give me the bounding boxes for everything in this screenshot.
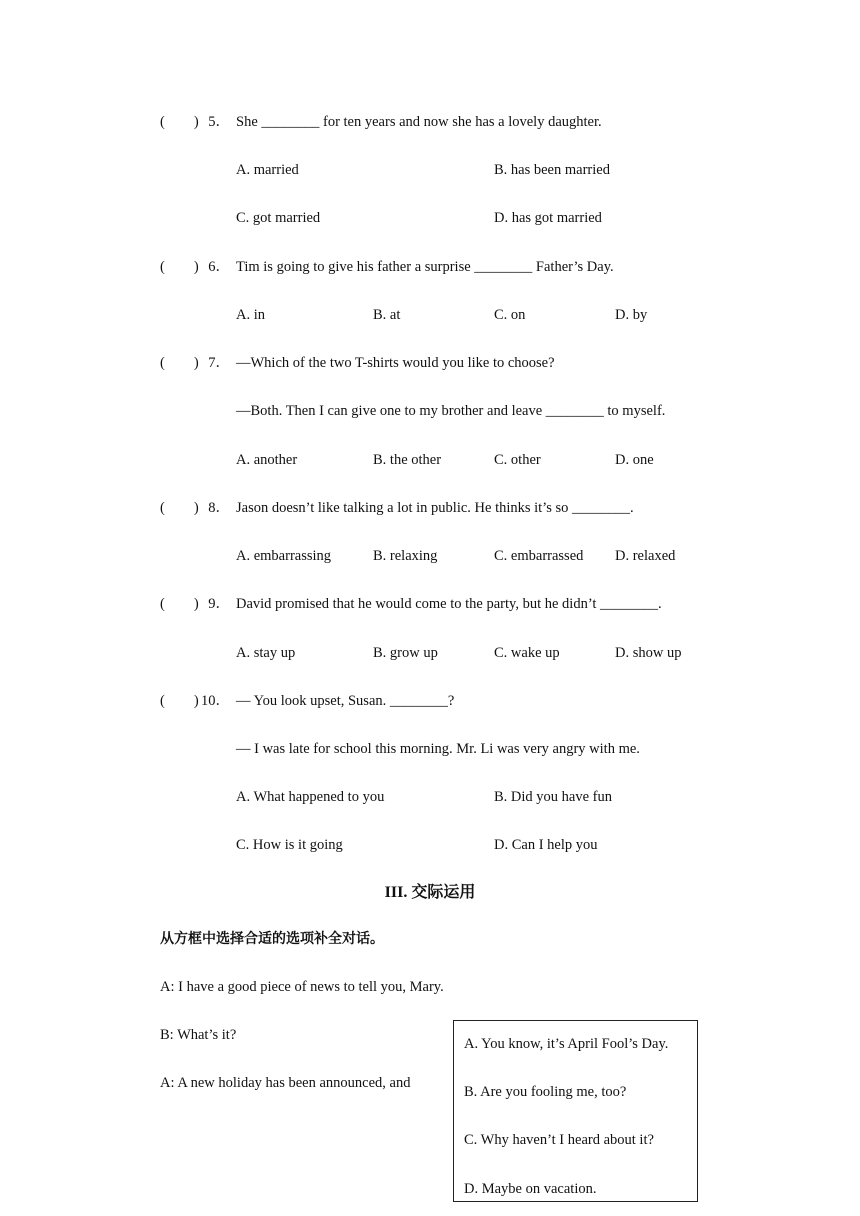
question-number: 6．	[208, 259, 230, 275]
option-a[interactable]: A. What happened to you	[236, 789, 385, 805]
answer-blank[interactable]: ( )	[160, 500, 199, 516]
option-a[interactable]: A. embarrassing	[236, 548, 332, 564]
box-option-b[interactable]: B. Are you fooling me, too?	[464, 1084, 627, 1100]
dialogue-line: B: What’s it?	[160, 1027, 237, 1043]
answer-blank[interactable]: ( )	[160, 355, 199, 371]
option-c[interactable]: C. wake up	[494, 645, 560, 661]
option-d[interactable]: D. by	[615, 307, 648, 323]
option-c[interactable]: C. How is it going	[236, 837, 343, 853]
question-number: 10．	[201, 693, 230, 709]
option-c[interactable]: C. other	[494, 452, 541, 468]
section-instruction: 从方框中选择合适的选项补全对话。	[160, 931, 384, 947]
option-b[interactable]: B. the other	[373, 452, 442, 468]
option-d[interactable]: D. Can I help you	[494, 837, 598, 853]
box-option-a[interactable]: A. You know, it’s April Fool’s Day.	[464, 1036, 669, 1052]
question-stem: Jason doesn’t like talking a lot in public. He thinks it’s so ________.	[236, 500, 634, 516]
option-b[interactable]: B. grow up	[373, 645, 438, 661]
answer-blank[interactable]: ( )	[160, 259, 199, 275]
question-stem: David promised that he would come to the party, but he didn’t ________.	[236, 596, 662, 612]
question-number: 8．	[208, 500, 230, 516]
question-number: 7．	[208, 355, 230, 371]
option-d[interactable]: D. relaxed	[615, 548, 676, 564]
option-d[interactable]: D. has got married	[494, 210, 602, 226]
option-b[interactable]: B. at	[373, 307, 401, 323]
dialogue-line: A: I have a good piece of news to tell you, Mary.	[160, 979, 444, 995]
option-a[interactable]: A. married	[236, 162, 299, 178]
answer-blank[interactable]: ( )	[160, 596, 199, 612]
option-a[interactable]: A. stay up	[236, 645, 296, 661]
option-a[interactable]: A. in	[236, 307, 265, 323]
question-stem-reply: — I was late for school this morning. Mr. Li was very angry with me.	[236, 741, 640, 757]
option-c[interactable]: C. embarrassed	[494, 548, 584, 564]
answer-blank[interactable]: ( )	[160, 114, 199, 130]
question-stem-reply: —Both. Then I can give one to my brother and leave ________ to myself.	[236, 403, 666, 419]
question-stem: — You look upset, Susan. ________?	[236, 693, 455, 709]
section-heading: III. 交际运用	[384, 884, 476, 901]
option-b[interactable]: B. Did you have fun	[494, 789, 612, 805]
option-a[interactable]: A. another	[236, 452, 298, 468]
option-b[interactable]: B. has been married	[494, 162, 610, 178]
question-number: 9．	[208, 596, 230, 612]
option-c[interactable]: C. on	[494, 307, 526, 323]
option-c[interactable]: C. got married	[236, 210, 321, 226]
question-number: 5．	[208, 114, 230, 130]
dialogue-line: A: A new holiday has been announced, and	[160, 1075, 411, 1091]
answer-blank[interactable]: ( )	[160, 693, 199, 709]
box-option-c[interactable]: C. Why haven’t I heard about it?	[464, 1132, 654, 1148]
option-b[interactable]: B. relaxing	[373, 548, 438, 564]
box-option-d[interactable]: D. Maybe on vacation.	[464, 1181, 597, 1197]
option-d[interactable]: D. one	[615, 452, 654, 468]
question-stem: She ________ for ten years and now she has a lovely daughter.	[236, 114, 602, 130]
question-stem: Tim is going to give his father a surprise ________ Father’s Day.	[236, 259, 614, 275]
option-d[interactable]: D. show up	[615, 645, 682, 661]
question-stem: —Which of the two T-shirts would you like to choose?	[236, 355, 555, 371]
